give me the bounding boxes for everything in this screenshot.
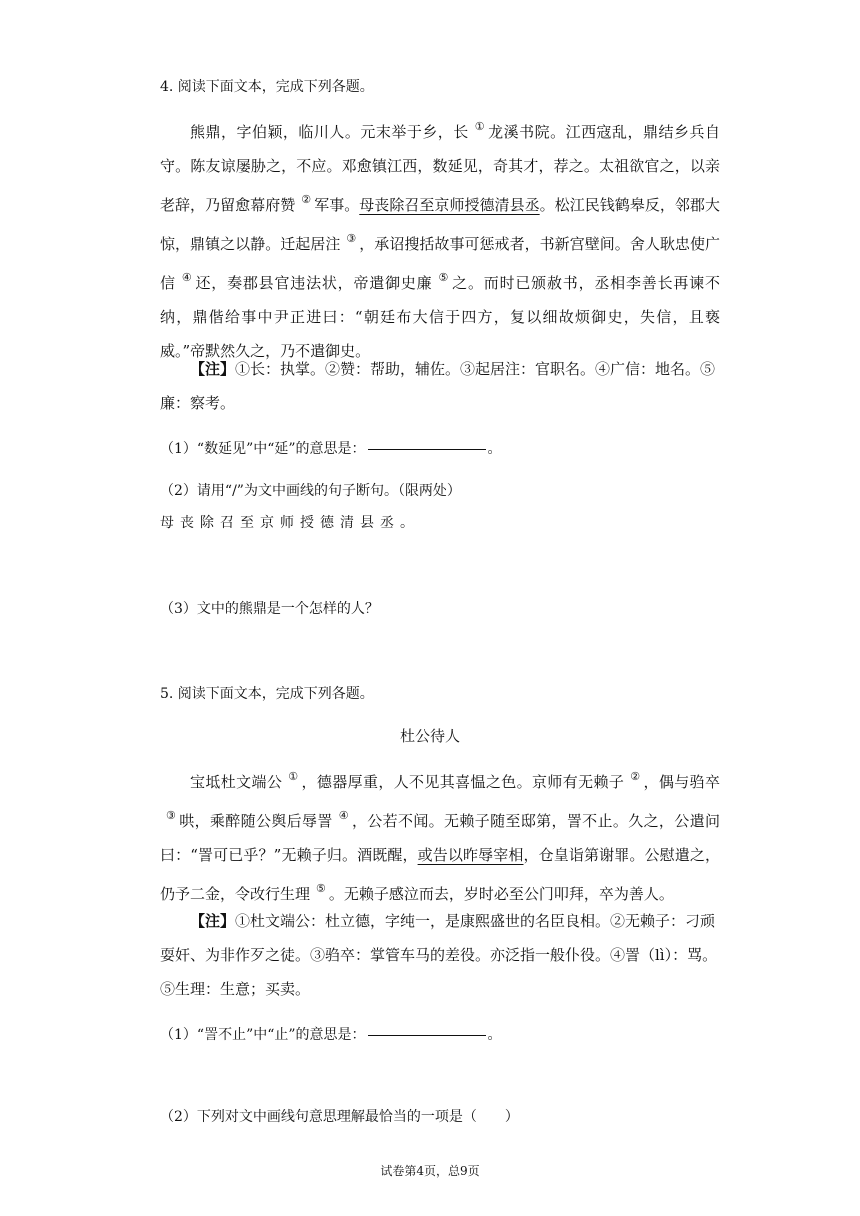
question-5-sub-2: （2）下列对文中画线句意思理解最恰当的一项是（ ） <box>160 1109 519 1125</box>
question-4-sentence: 母丧除召至京师授德清县丞。 <box>160 515 420 531</box>
footnote-marker-2: ② <box>630 770 641 783</box>
footnote-marker-2: ② <box>301 193 312 206</box>
page-footer: 试卷第4页，总9页 <box>380 1164 480 1178</box>
question-4-sub-3: （3）文中的熊鼎是一个怎样的人？ <box>160 601 379 617</box>
note-label: 【注】 <box>190 912 236 930</box>
answer-blank[interactable] <box>368 448 486 450</box>
answer-blank[interactable] <box>368 1034 486 1036</box>
footnote-marker-4: ④ <box>338 809 349 822</box>
question-5-sub-1: （1）“詈不止”中“止”的意思是： 。 <box>160 1027 502 1043</box>
underlined-sentence: 或告以昨辱宰相 <box>417 846 524 864</box>
underlined-sentence: 母丧除召至京师授德清县丞 <box>359 196 540 214</box>
question-5-passage: 宝坻杜文端公 ① ，德器厚重，人不见其喜愠之色。京师有无赖子 ② ，偶与驺卒③ 哄，乘醉随公舆后辱詈 ④ ，公若不闻。无赖子随至邸第，詈不止。久之，公遣问曰：“詈可已乎？”无赖子归。酒既醒，或告以昨辱宰相，仓皇诣第谢罪。公慰遣之，仍予二金，令改行生理 ⑤ 。无赖子感泣而去，岁时必至公门叩拜，卒为善人。 <box>160 770 720 903</box>
question-4-sub-1: （1）“数延见”中“延”的意思是： 。 <box>160 441 502 457</box>
question-4-title: 4. 阅读下面文本，完成下列各题。 <box>160 79 374 95</box>
footnote-marker-3: ③ <box>166 809 177 822</box>
footnote-marker-1: ① <box>288 770 299 783</box>
question-4-passage: 熊鼎，字伯颖，临川人。元末举于乡，长 ① 龙溪书院。江西寇乱，鼎结乡兵自守。陈友谅屡胁之，不应。邓愈镇江西，数延见，奇其才，荐之。太祖欲官之，以亲老辞，乃留愈幕府赞 ② 军事。母丧除召至京师授德清县丞。松江民钱鹤皋反，邻郡大惊，鼎镇之以静。迁起居注 ③ ，承诏搜括故事可惩戒者，书新宫壁间。舍人耿忠使广信 ④ 还，奏郡县官违法状，帝遣御史廉 ⑤ 之。而时已颁赦书，丞相李善长再谏不纳，鼎偕给事中尹正进曰：“朝廷布大信于四方，复以细故烦御史，失信，且亵威。”帝默然久之，乃不遣御史。 <box>160 120 720 360</box>
note-label: 【注】 <box>190 360 236 378</box>
passage-heading: 杜公待人 <box>399 727 460 745</box>
footnote-marker-4: ④ <box>181 271 193 284</box>
question-5-notes: 【注】①杜文端公：杜立德，字纯一，是康熙盛世的名臣良相。②无赖子：刁顽耍奸、为非作歹之徒。③驺卒：掌管车马的差役。亦泛指一般仆役。④詈（lì）：骂。⑤生理：生意；买卖。 <box>160 912 718 998</box>
footnote-marker-5: ⑤ <box>316 882 326 895</box>
question-4-sub-2: （2）请用“/”为文中画线的句子断句。（限两处） <box>160 483 461 499</box>
footnote-marker-3: ③ <box>346 232 357 245</box>
question-4-notes: 【注】①长：执掌。②赞：帮助，辅佐。③起居注：官职名。④广信：地名。⑤廉：察考。 <box>160 360 716 412</box>
footnote-marker-1: ① <box>474 120 486 133</box>
footnote-marker-5: ⑤ <box>438 271 450 284</box>
question-5-title: 5. 阅读下面文本，完成下列各题。 <box>160 686 374 702</box>
